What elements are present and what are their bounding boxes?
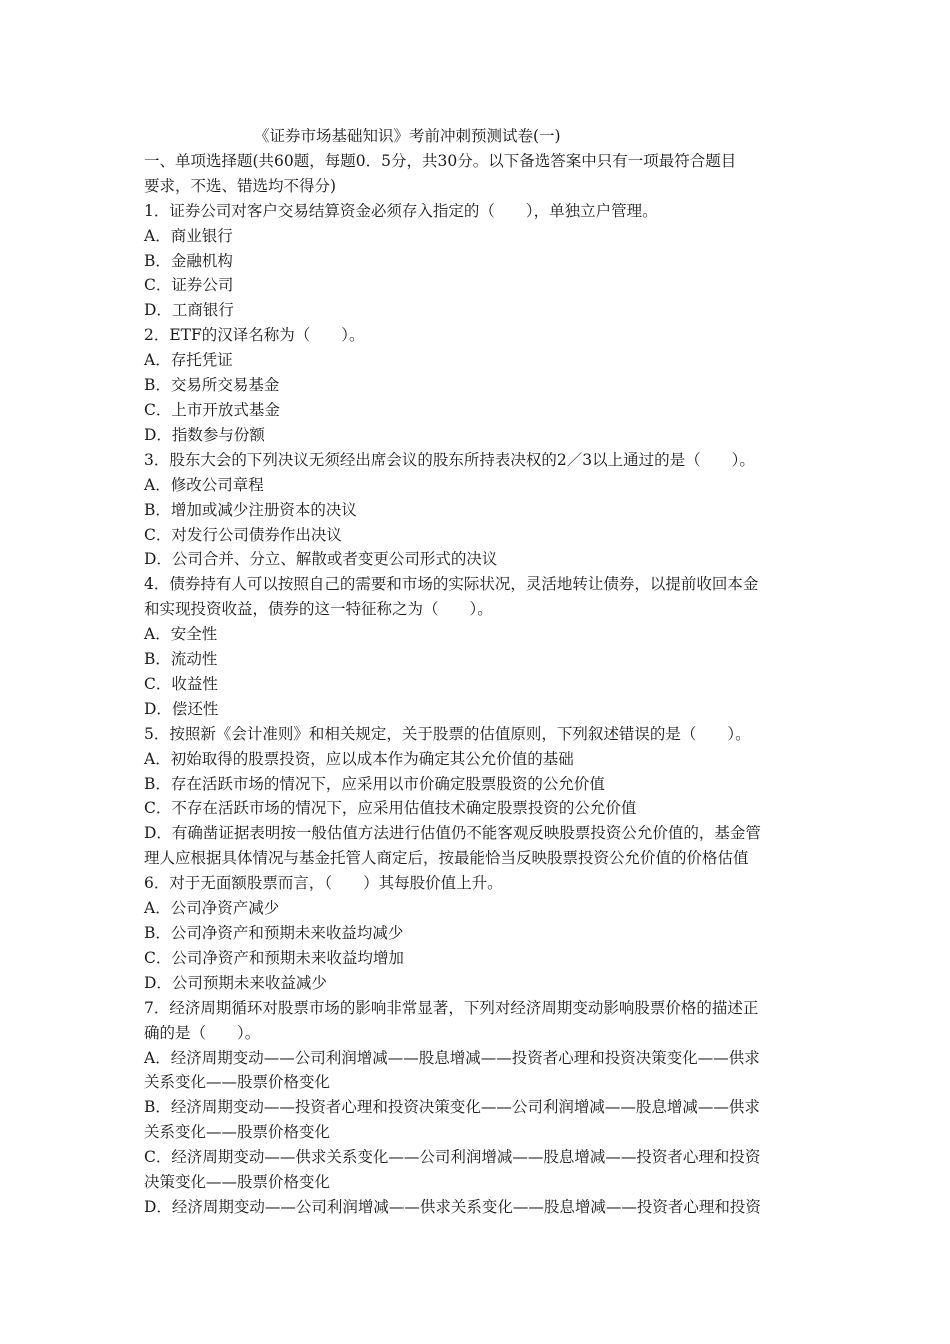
question-list [144, 199, 812, 1220]
answer-option: B．增加或减少注册资本的决议 [144, 500, 357, 519]
answer-option: D．工商银行 [144, 301, 234, 320]
question-stem: 3．股东大会的下列决议无须经出席会议的股东所持表决权的2／3以上通过的是（ ）。 [144, 450, 755, 469]
answer-option: B．公司净资产和预期未来收益均减少 [144, 924, 404, 942]
question-2 [144, 323, 812, 448]
answer-option: C．证券公司 [144, 276, 234, 295]
answer-option: B．金融机构 [144, 251, 233, 270]
answer-option: B．存在活跃市场的情况下，应采用以市价确定股票股资的公允价值 [144, 774, 605, 793]
question-5 [144, 722, 812, 871]
answer-option: A．商业银行 [144, 226, 233, 245]
question-stem: 6．对于无面额股票而言，（ ）其每股价值上升。 [144, 874, 503, 893]
question-3 [144, 448, 812, 573]
answer-option: B．经济周期变动——投资者心理和投资决策变化——公司利润增减——股息增减——供求 关系变化——股票价格变化 [144, 1098, 760, 1142]
question-4 [144, 572, 812, 721]
question-stem: 2．ETF的汉译名称为（ ）。 [144, 326, 365, 345]
answer-option: A．经济周期变动——公司利润增减——股息增减——投资者心理和投资决策变化——供求 关系变化——股票价格变化 [144, 1048, 760, 1092]
question-7 [144, 996, 812, 1220]
question-stem: 1．证券公司对客户交易结算资金必须存入指定的（ ），单独立户管理。 [144, 201, 658, 220]
answer-option: C．经济周期变动——供求关系变化——公司利润增减——股息增减——投资者心理和投资 决策变化——股票价格变化 [144, 1148, 761, 1192]
question-6 [144, 871, 812, 996]
answer-option: D．公司预期未来收益减少 [144, 973, 327, 992]
question-1 [144, 199, 812, 324]
answer-option: A．存托凭证 [144, 351, 233, 370]
question-stem: 7．经济周期循环对股票市场的影响非常显著，下列对经济周期变动影响股票价格的描述正 确的是（ ）。 [144, 998, 759, 1042]
question-stem: 5．按照新《会计准则》和相关规定，关于股票的估值原则，下列叙述错误的是（ ）。 [144, 724, 751, 743]
answer-option: A．修改公司章程 [144, 475, 264, 494]
answer-option: B．交易所交易基金 [144, 376, 280, 395]
answer-option: D．经济周期变动——公司利润增减——供求关系变化——股息增减——投资者心理和投资 [144, 1197, 761, 1216]
answer-option: C．收益性 [144, 674, 218, 693]
answer-option: A．公司净资产减少 [144, 899, 280, 918]
answer-option: D．公司合并、分立、解散或者变更公司形式的决议 [144, 550, 498, 569]
answer-option: D．指数参与份额 [144, 425, 265, 444]
answer-option: C．对发行公司债券作出决议 [144, 525, 342, 544]
answer-option: D．偿还性 [144, 699, 219, 718]
answer-option: C．上市开放式基金 [144, 400, 280, 419]
answer-option: A．安全性 [144, 625, 218, 644]
section-header: 一、单项选择题(共60题，每题0．5分，共30分。以下备选答案中只有一项最符合题目 要求，不选、错选均不得分) [144, 151, 737, 195]
answer-option: D．有确凿证据表明按一般估值方法进行估值仍不能客观反映股票投资公允价值的，基金管 理人应根据具体情况与基金托管人商定后，按最能恰当反映股票投资公允价值的价格估值 [144, 824, 761, 868]
answer-option: C．不存在活跃市场的情况下，应采用估值技术确定股票投资的公允价值 [144, 799, 637, 818]
answer-option: A．初始取得的股票投资，应以成本作为确定其公允价值的基础 [144, 749, 574, 768]
exam-title: 《证券市场基础知识》考前冲刺预测试卷(一) [254, 127, 561, 145]
answer-option: B．流动性 [144, 650, 218, 669]
answer-option: C．公司净资产和预期未来收益均增加 [144, 948, 404, 967]
question-stem: 4．债券持有人可以按照自己的需要和市场的实际状况，灵活地转让债券，以提前收回本金 和实现投资收益，债券的这一特征称之为（ ）。 [144, 575, 759, 619]
exam-paper [144, 124, 812, 1220]
